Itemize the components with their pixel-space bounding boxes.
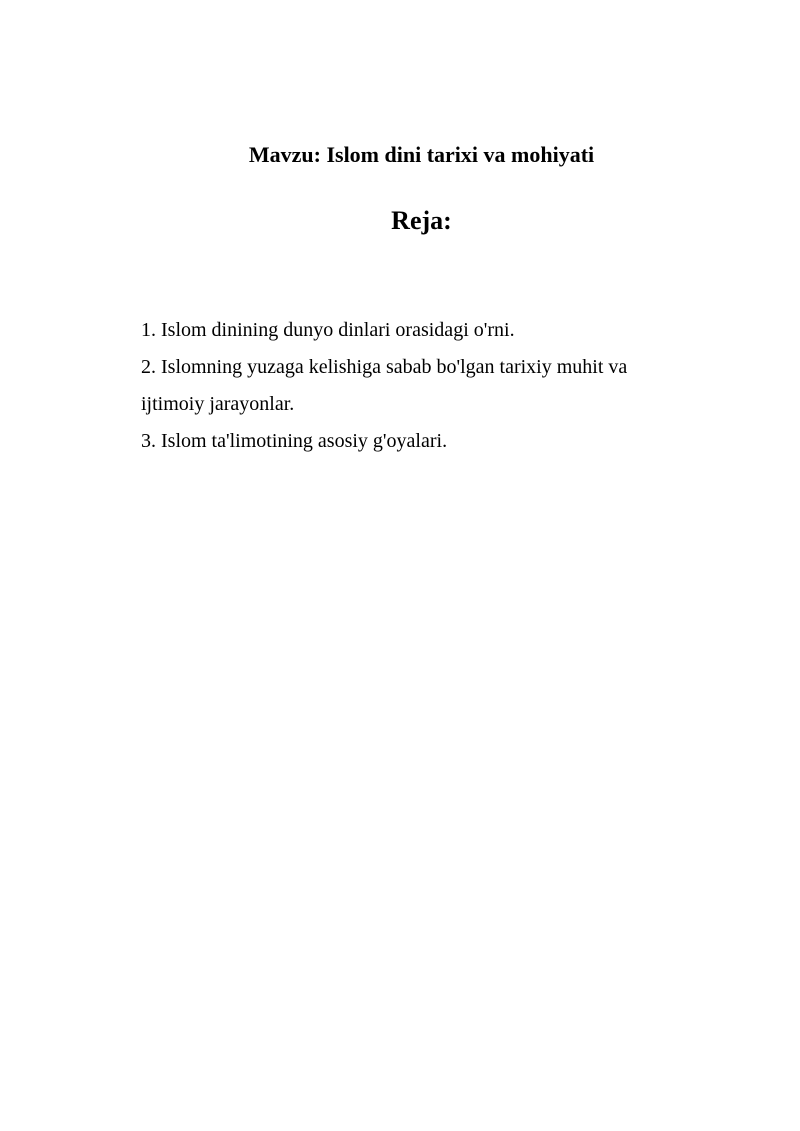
plan-item-3: 3. Islom ta'limotining asosiy g'oyalari. [141, 430, 448, 452]
plan-item-2: 2. Islomning yuzaga kelishiga sabab bo'lgan tarixiy muhit va ijtimoiy jarayonlar. [141, 356, 628, 415]
topic-title: Mavzu: Islom dini tarixi va mohiyati [248, 142, 595, 167]
plan-heading: Reja: [391, 206, 452, 235]
plan-list [141, 312, 681, 460]
plan-item-1: 1. Islom dinining dunyo dinlari orasidagi o'rni. [141, 319, 515, 341]
